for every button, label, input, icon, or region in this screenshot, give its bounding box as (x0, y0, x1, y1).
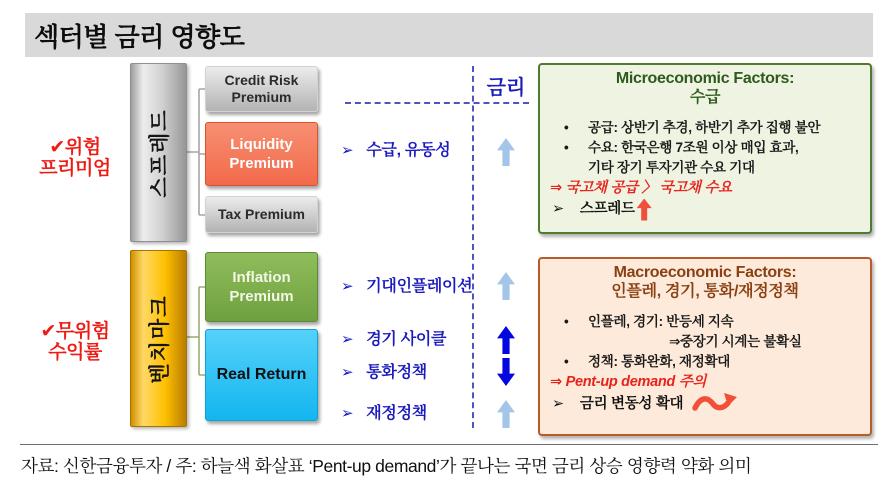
driver-label: 통화정책 (366, 364, 427, 381)
driver-label: 수급, 유동성 (366, 142, 451, 159)
inflation-premium-line1: Inflation (232, 269, 291, 286)
macro-bullet-inflation (550, 312, 860, 332)
tax-premium-line1: Tax Premium (218, 206, 305, 222)
title-bar (25, 13, 873, 57)
risk-premium-label-line2: 프리미엄 (39, 158, 111, 179)
micro-box-subtitle: 수급 (689, 89, 721, 106)
real-return-box (205, 329, 318, 421)
arrow-bullet-icon: ➢ (341, 405, 354, 422)
rate-column-header: 금리 (486, 77, 526, 99)
driver-label: 기대인플레이션 (366, 278, 473, 295)
risk-free-return-label (20, 321, 130, 363)
macroeconomic-factors-box (538, 257, 872, 436)
macro-box-title: Macroeconomic Factors: (613, 264, 797, 281)
macro-box-subtitle: 인플레, 경기, 통화/재정정책 (611, 283, 799, 300)
liquidity-premium-box (205, 122, 318, 186)
source-note: 자료: 신한금융투자 / 주: 하늘색 화살표 ‘Pent-up demand’가 끝나는 국면 금리 상승 영향력 약화 의미 (21, 456, 752, 476)
macro-conclusion: ⇒ Pent-up demand 주의 (550, 374, 707, 390)
arrow-bullet-icon: ➢ (341, 142, 354, 159)
bullet-icon: • (564, 354, 569, 369)
macro-result-row (550, 392, 860, 416)
risk-free-return-label-line1: ✔무위험 (40, 321, 110, 342)
driver-row-fiscal-policy (341, 405, 427, 423)
inflation-premium-line2: Premium (229, 288, 294, 305)
liquidity-premium-line1: Liquidity (230, 136, 293, 153)
driver-label: 재정정책 (366, 405, 427, 422)
arrow-bullet-icon: ➢ (552, 395, 564, 412)
micro-bullet-demand (550, 138, 860, 158)
risk-premium-label-line1: ✔위험 (49, 137, 101, 158)
arrow-bullet-icon: ➢ (552, 201, 564, 217)
benchmark-bar-label: 벤치마크 (148, 293, 172, 384)
credit-risk-premium-line1: Credit Risk (224, 72, 299, 88)
page-title: 섹터별 금리 영향도 (34, 21, 245, 52)
micro-result-row (550, 198, 860, 221)
macro-result-text: 금리 변동성 확대 (579, 395, 684, 412)
macro-bullet-inflation-cont: ⇒중장기 시계는 불확실 (669, 334, 802, 349)
real-return-line1: Real Return (216, 366, 307, 383)
spread-bar (130, 63, 187, 242)
credit-risk-premium-line2: Premium (231, 89, 292, 105)
micro-bullet-demand-cont: 기타 장기 투자기관 수요 기대 (588, 160, 755, 175)
driver-label: 경기 사이클 (366, 331, 447, 348)
macro-bullet-inflation-text: 인플레, 경기: 반등세 지속 (588, 314, 734, 329)
arrow-bullet-icon: ➢ (341, 364, 354, 381)
bullet-icon: • (564, 140, 569, 155)
driver-row-monetary-policy (341, 364, 427, 382)
benchmark-bar (130, 250, 187, 427)
driver-row-expected-inflation (341, 278, 472, 296)
micro-conclusion: ⇒ 국고채 공급 〉 국고채 수요 (550, 180, 732, 196)
micro-bullet-supply (550, 118, 860, 138)
liquidity-premium-line2: Premium (229, 155, 294, 172)
risk-free-return-label-line2: 수익률 (48, 342, 102, 363)
micro-result-text: 스프레드 (579, 201, 635, 217)
driver-row-business-cycle (341, 331, 446, 349)
micro-bullet-demand-text: 수요: 한국은행 7조원 이상 매입 효과, (588, 140, 799, 155)
inflation-premium-box (205, 252, 318, 322)
bullet-icon: • (564, 120, 569, 135)
bullet-icon: • (564, 314, 569, 329)
volatility-wavy-arrow-icon (691, 392, 739, 416)
arrow-bullet-icon: ➢ (341, 278, 354, 295)
microeconomic-factors-box (538, 63, 872, 234)
arrow-bullet-icon: ➢ (341, 331, 354, 348)
spread-bracket-connector (185, 89, 205, 215)
benchmark-bracket-connector (185, 287, 205, 375)
tax-premium-box (205, 196, 318, 233)
micro-bullet-supply-text: 공급: 상반기 추경, 하반기 추가 집행 불안 (588, 120, 821, 135)
driver-row-supply-liquidity (341, 142, 450, 160)
rate-header-dashed-underline (345, 102, 529, 104)
spread-up-arrow-icon (637, 199, 652, 221)
credit-risk-premium-box (205, 66, 318, 112)
micro-box-title: Microeconomic Factors: (615, 70, 795, 87)
macro-bullet-policy (550, 352, 860, 372)
footer-divider (20, 444, 878, 445)
risk-premium-label (20, 137, 130, 179)
spread-bar-label: 스프레드 (148, 107, 172, 198)
rate-column-dashed-divider (472, 66, 474, 428)
macro-bullet-policy-text: 정책: 통화완화, 재정확대 (588, 354, 730, 369)
